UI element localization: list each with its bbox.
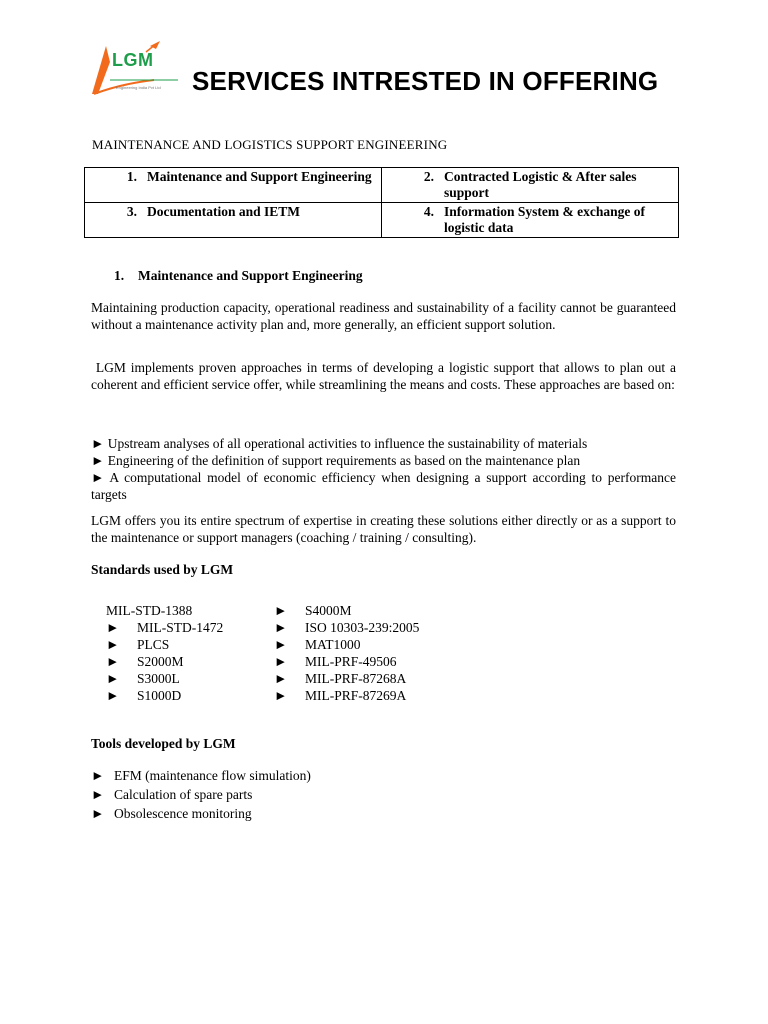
item-text: Contracted Logistic & After sales support <box>444 169 637 200</box>
subsection-heading <box>114 268 363 284</box>
tools-list <box>91 766 311 823</box>
arrow-icon: ► <box>91 768 105 783</box>
arrow-icon: ► <box>274 603 288 618</box>
standards-list-right <box>274 602 419 704</box>
standard-name: PLCS <box>137 637 170 652</box>
arrow-icon: ► <box>274 654 288 669</box>
paragraph-approaches: LGM implements proven approaches in terms of developing a logistic support that allows to plan out a coherent and efficient service offer, while streamlining the means and costs. These approaches are based on: <box>91 360 680 392</box>
paragraph-expertise: LGM offers you its entire spectrum of expertise in creating these solutions either directly or as a support to the maintenance or support managers (coaching / training / consulting). <box>91 513 676 545</box>
table-row <box>85 203 679 238</box>
standard-name: MIL-STD-1388 <box>106 603 193 618</box>
table-row <box>85 168 679 203</box>
approach-item: ► A computational model of economic efficiency when designing a support according to performance targets <box>91 470 676 502</box>
list-item <box>91 804 311 823</box>
table-cell <box>382 168 679 203</box>
tools-heading: Tools developed by LGM <box>91 736 236 751</box>
arrow-icon: ► <box>274 671 288 686</box>
tool-name: EFM (maintenance flow simulation) <box>114 768 311 783</box>
item-text: Maintenance and Support Engineering <box>147 169 372 184</box>
arrow-icon: ► <box>106 671 120 686</box>
list-item <box>274 619 419 636</box>
standard-name: S2000M <box>137 654 184 669</box>
list-item <box>91 785 311 804</box>
arrow-icon: ► <box>274 637 288 652</box>
list-item <box>274 670 419 687</box>
standard-name: S3000L <box>137 671 180 686</box>
arrow-icon: ► <box>106 688 120 703</box>
company-logo <box>90 40 180 98</box>
standard-name: MAT1000 <box>305 637 361 652</box>
arrow-icon: ► <box>274 620 288 635</box>
arrow-icon: ► <box>274 688 288 703</box>
table-cell <box>85 203 382 238</box>
table-cell <box>382 203 679 238</box>
standards-list-left <box>106 602 223 704</box>
standard-name: MIL-PRF-87268A <box>305 671 407 686</box>
services-table <box>84 167 679 238</box>
approach-item: ► Engineering of the definition of support requirements as based on the maintenance plan <box>91 453 581 468</box>
section-title: MAINTENANCE AND LOGISTICS SUPPORT ENGINEERING <box>92 137 448 152</box>
list-item <box>106 619 223 636</box>
list-item <box>106 670 223 687</box>
list-item <box>106 653 223 670</box>
standard-name: S4000M <box>305 603 352 618</box>
logo-wordmark: LGM <box>112 50 154 70</box>
tool-name: Obsolescence monitoring <box>114 806 252 821</box>
list-item <box>91 766 311 785</box>
standard-name: S1000D <box>137 688 182 703</box>
arrow-icon: ► <box>106 637 120 652</box>
item-number: 2. <box>423 169 434 184</box>
list-item <box>106 687 223 704</box>
subsection-number: 1. <box>114 268 125 283</box>
item-number: 3. <box>126 204 137 219</box>
standard-name: ISO 10303-239:2005 <box>305 620 420 635</box>
standard-name: MIL-PRF-49506 <box>305 654 397 669</box>
arrow-icon: ► <box>91 806 105 821</box>
list-item <box>274 687 419 704</box>
list-item <box>274 636 419 653</box>
paragraph-intro: Maintaining production capacity, operational readiness and sustainability of a facility cannot be guaranteed without a maintenance activity plan and, more generally, an efficient support solution. <box>91 300 676 332</box>
list-item <box>106 636 223 653</box>
logo-tagline: Engineering India Pvt Ltd <box>116 85 161 90</box>
arrow-icon: ► <box>106 620 120 635</box>
arrow-icon: ► <box>106 654 120 669</box>
standard-name: MIL-PRF-87269A <box>305 688 407 703</box>
tool-name: Calculation of spare parts <box>114 787 253 802</box>
table-cell <box>85 168 382 203</box>
standard-name: MIL-STD-1472 <box>137 620 224 635</box>
standards-heading: Standards used by LGM <box>91 562 234 577</box>
subsection-title: Maintenance and Support Engineering <box>138 268 363 283</box>
page-title: SERVICES INTRESTED IN OFFERING <box>192 66 659 96</box>
item-number: 1. <box>126 169 137 184</box>
list-item <box>274 653 419 670</box>
arrow-icon: ► <box>91 787 105 802</box>
item-text: Documentation and IETM <box>147 204 301 219</box>
item-text: Information System & exchange of logistic data <box>444 204 645 235</box>
approach-item: ► Upstream analyses of all operational activities to influence the sustainability of materials <box>91 436 588 451</box>
list-item <box>274 602 419 619</box>
list-item <box>106 602 223 619</box>
item-number: 4. <box>423 204 434 219</box>
